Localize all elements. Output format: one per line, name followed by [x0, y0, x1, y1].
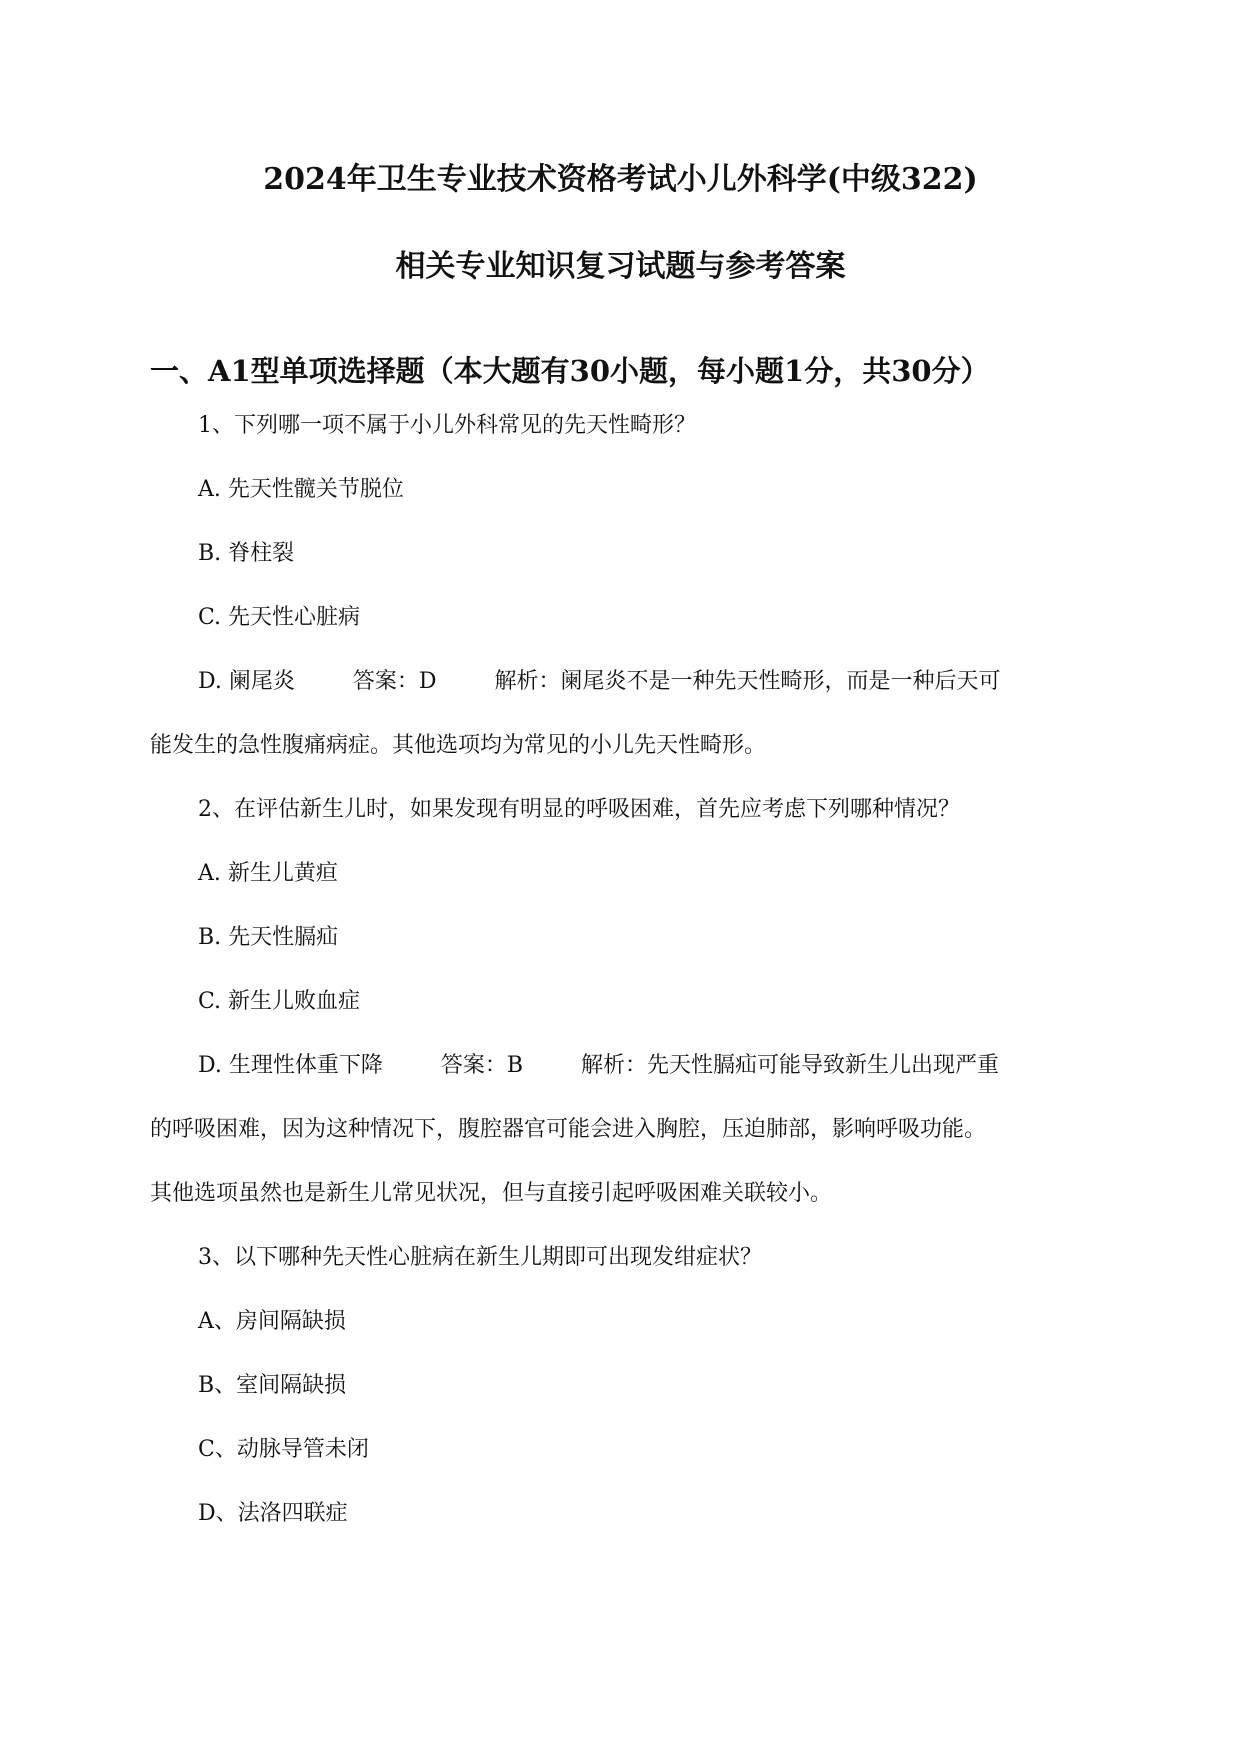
question-2-option-a: A. 新生儿黄疸: [198, 861, 338, 886]
question-1-answer: 答案：D: [352, 669, 437, 694]
question-2-option-b: B. 先天性膈疝: [198, 925, 339, 950]
question-2-analysis-continued-1: 的呼吸困难，因为这种情况下，腹腔器官可能会进入胸腔，压迫肺部，影响呼吸功能。: [150, 1117, 987, 1142]
question-2-analysis-continued-2: 其他选项虽然也是新生儿常见状况，但与直接引起呼吸困难关联较小。: [150, 1181, 833, 1206]
question-2-answer: 答案：B: [440, 1053, 524, 1078]
question-3-option-d: D、法洛四联症: [198, 1501, 348, 1526]
question-2-option-d-row: [198, 1051, 999, 1081]
question-2-analysis: 解析：先天性膈疝可能导致新生儿出现严重: [581, 1053, 1000, 1078]
question-1-stem: 1、下列哪一项不属于小儿外科常见的先天性畸形？: [198, 413, 696, 438]
question-3-stem: 3、以下哪种先天性心脏病在新生儿期即可出现发绀症状？: [198, 1245, 762, 1270]
question-2-option-c: C. 新生儿败血症: [198, 989, 361, 1014]
question-1-option-d: D. 阑尾炎: [198, 669, 295, 694]
question-1-analysis-continued: 能发生的急性腹痛病症。其他选项均为常见的小儿先天性畸形。: [150, 733, 767, 758]
document-title-line-2: 相关专业知识复习试题与参考答案: [395, 249, 846, 284]
question-2-stem: 2、在评估新生儿时，如果发现有明显的呼吸困难，首先应考虑下列哪种情况？: [198, 797, 960, 822]
document-title-line-1: 2024年卫生专业技术资格考试小儿外科学(中级322): [263, 162, 978, 197]
question-3-option-c: C、动脉导管未闭: [198, 1437, 369, 1462]
section-heading: 一、A1型单项选择题（本大题有30小题，每小题1分，共30分）: [150, 354, 990, 388]
question-1-option-c: C. 先天性心脏病: [198, 605, 361, 630]
question-1-analysis: 解析：阑尾炎不是一种先天性畸形，而是一种后天可: [494, 669, 1001, 694]
question-1-option-d-row: [198, 667, 1001, 697]
question-2-option-d: D. 生理性体重下降: [198, 1053, 383, 1078]
question-3-option-b: B、室间隔缺损: [198, 1373, 347, 1398]
question-1-option-b: B. 脊柱裂: [198, 541, 295, 566]
question-1-option-a: A. 先天性髋关节脱位: [198, 477, 404, 502]
question-3-option-a: A、房间隔缺损: [198, 1309, 346, 1334]
